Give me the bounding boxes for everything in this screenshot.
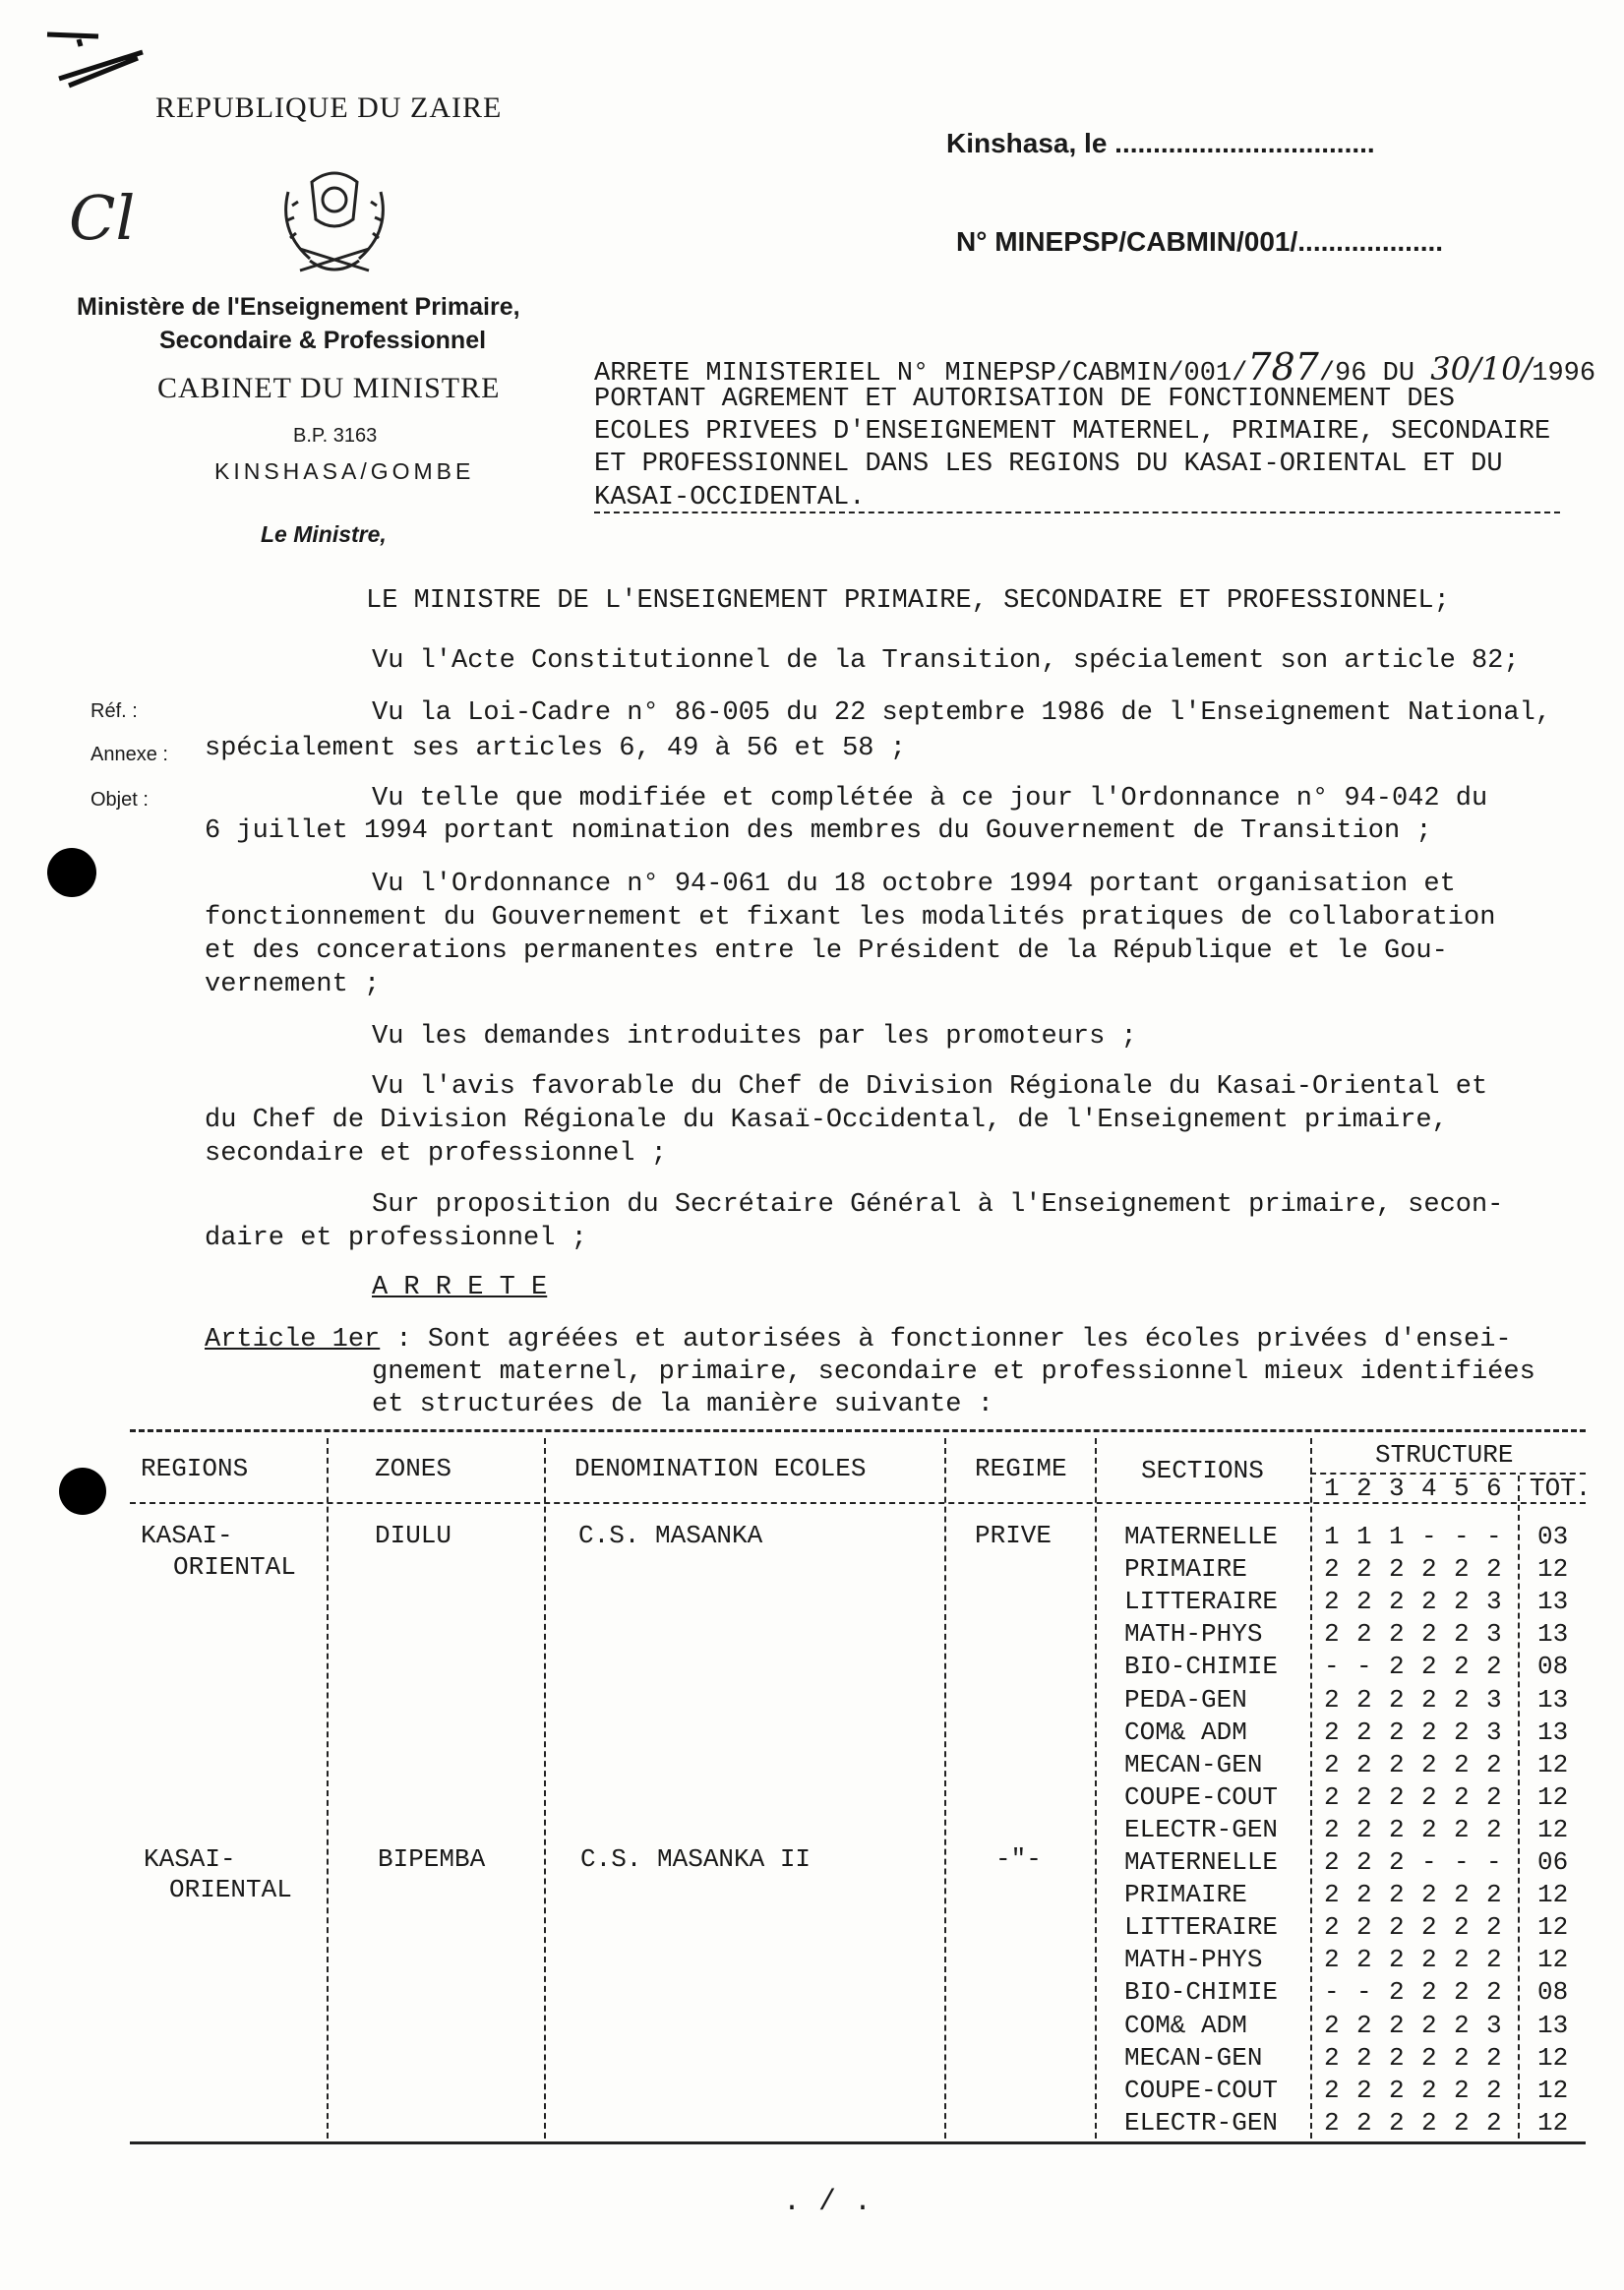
section-total: 12 xyxy=(1537,2042,1569,2073)
year-count: 2 xyxy=(1356,2010,1372,2040)
vu-line-2b: spécialement ses articles 6, 49 à 56 et 58 ; xyxy=(205,734,906,763)
year-count: 2 xyxy=(1486,1880,1502,1910)
section-name: BIO-CHIMIE xyxy=(1124,1977,1279,2008)
school-2-region-line-1: KASAI- xyxy=(144,1844,236,1874)
section-name: LITTERAIRE xyxy=(1124,1912,1279,1943)
proposition-line-b: daire et professionnel ; xyxy=(205,1224,587,1253)
year-count: 2 xyxy=(1486,2107,1502,2138)
vu-line-4d: vernement ; xyxy=(205,970,381,999)
year-count: 2 xyxy=(1454,1587,1470,1617)
year-count: 2 xyxy=(1324,1781,1340,1812)
year-count: 2 xyxy=(1324,1619,1340,1650)
year-count: - xyxy=(1454,1847,1470,1877)
header-regime: REGIME xyxy=(975,1454,1067,1483)
article-1-line-b: gnement maternel, primaire, secondaire et professionnel mieux identifiées xyxy=(372,1357,1535,1387)
section-name: ELECTR-GEN xyxy=(1124,1814,1279,1844)
country-name: REPUBLIQUE DU ZAIRE xyxy=(155,91,503,124)
year-count: 1 xyxy=(1389,1522,1405,1551)
decree-title-line-3: ECOLES PRIVEES D'ENSEIGNEMENT MATERNEL, PRIMAIRE, SECONDAIRE xyxy=(594,417,1551,447)
margin-label-annexe: Annexe : xyxy=(90,744,168,765)
year-count: 2 xyxy=(1421,2075,1437,2105)
school-1-region-line-1: KASAI- xyxy=(141,1521,233,1550)
year-count: 2 xyxy=(1454,1619,1470,1650)
header-year-1: 1 xyxy=(1324,1474,1340,1503)
header-denomination: DENOMINATION ECOLES xyxy=(574,1454,867,1483)
article-1-label: Article 1er xyxy=(205,1325,381,1355)
year-count: 2 xyxy=(1421,1781,1437,1812)
section-total: 12 xyxy=(1537,2107,1569,2138)
year-count: 2 xyxy=(1389,1749,1405,1779)
punch-hole xyxy=(59,1468,106,1515)
decree-title-line-4: ET PROFESSIONNEL DANS LES REGIONS DU KASAI-ORIENTAL ET DU xyxy=(594,450,1503,479)
year-count: 2 xyxy=(1421,1814,1437,1844)
year-count: 2 xyxy=(1454,1781,1470,1812)
column-divider xyxy=(1310,1438,1312,2139)
year-count: 2 xyxy=(1324,1749,1340,1779)
vu-line-6b: du Chef de Division Régionale du Kasaï-Occidental, de l'Enseignement primaire, xyxy=(205,1106,1448,1135)
ministry-line-2: Secondaire & Professionnel xyxy=(159,327,487,354)
section-name: COUPE-COUT xyxy=(1124,1781,1279,1812)
minister-preamble: LE MINISTRE DE L'ENSEIGNEMENT PRIMAIRE, SECONDAIRE ET PROFESSIONNEL; xyxy=(366,586,1450,616)
year-count: 2 xyxy=(1356,1587,1372,1617)
year-count: 2 xyxy=(1324,2042,1340,2073)
section-name: MATH-PHYS xyxy=(1124,1945,1263,1975)
vu-line-3a: Vu telle que modifiée et complétée à ce jour l'Ordonnance n° 94-042 du xyxy=(372,784,1488,814)
year-count: 1 xyxy=(1356,1522,1372,1551)
year-count: 2 xyxy=(1389,1977,1405,2008)
year-count: 2 xyxy=(1486,1652,1502,1682)
year-count: 2 xyxy=(1356,1619,1372,1650)
year-count: - xyxy=(1454,1522,1470,1551)
year-count: 2 xyxy=(1421,1717,1437,1747)
year-count: - xyxy=(1324,1977,1340,2008)
year-count: 2 xyxy=(1389,2075,1405,2105)
coat-of-arms-icon xyxy=(271,162,398,280)
year-count: 2 xyxy=(1486,1554,1502,1585)
section-total: 08 xyxy=(1537,1652,1569,1682)
year-count: 2 xyxy=(1486,2075,1502,2105)
year-count: 2 xyxy=(1454,2075,1470,2105)
section-total: 12 xyxy=(1537,2075,1569,2105)
year-count: 2 xyxy=(1421,2107,1437,2138)
section-total: 12 xyxy=(1537,1781,1569,1812)
table-top-rule xyxy=(130,1429,1586,1432)
year-count: 2 xyxy=(1421,1684,1437,1715)
header-year-2: 2 xyxy=(1356,1474,1372,1503)
vu-line-1: Vu l'Acte Constitutionnel de la Transition, spécialement son article 82; xyxy=(372,646,1520,676)
section-name: LITTERAIRE xyxy=(1124,1587,1279,1617)
vu-line-5: Vu les demandes introduites par les promoteurs ; xyxy=(372,1022,1137,1052)
year-count: 2 xyxy=(1356,1880,1372,1910)
signatory-label: Le Ministre, xyxy=(261,521,387,547)
year-count: 2 xyxy=(1454,1749,1470,1779)
year-count: 2 xyxy=(1324,1847,1340,1877)
vu-line-2a: Vu la Loi-Cadre n° 86-005 du 22 septembre 1986 de l'Enseignement National, xyxy=(372,698,1551,728)
year-count: 2 xyxy=(1454,2107,1470,2138)
header-year-5: 5 xyxy=(1454,1474,1470,1503)
margin-label-ref: Réf. : xyxy=(90,700,138,722)
section-name: MECAN-GEN xyxy=(1124,1749,1263,1779)
year-count: 2 xyxy=(1356,1781,1372,1812)
decree-title-line-2: PORTANT AGREMENT ET AUTORISATION DE FONCTIONNEMENT DES xyxy=(594,385,1455,414)
year-count: 2 xyxy=(1454,1945,1470,1975)
year-count: 2 xyxy=(1421,1619,1437,1650)
year-count: 2 xyxy=(1389,1717,1405,1747)
year-count: 2 xyxy=(1356,2075,1372,2105)
vu-line-3b: 6 juillet 1994 portant nomination des membres du Gouvernement de Transition ; xyxy=(205,816,1432,846)
decree-number-prefix: ARRETE MINISTERIEL N° MINEPSP/CABMIN/001/ xyxy=(594,359,1248,389)
section-total: 13 xyxy=(1537,1684,1569,1715)
school-2-zone: BIPEMBA xyxy=(378,1844,486,1874)
year-count: - xyxy=(1356,1652,1372,1682)
vu-line-6a: Vu l'avis favorable du Chef de Division Régionale du Kasai-Oriental et xyxy=(372,1072,1488,1102)
year-count: 3 xyxy=(1486,1619,1502,1650)
year-count: 2 xyxy=(1356,1814,1372,1844)
year-count: 3 xyxy=(1486,2010,1502,2040)
year-count: 2 xyxy=(1324,1684,1340,1715)
year-count: 2 xyxy=(1454,1554,1470,1585)
year-count: 1 xyxy=(1324,1522,1340,1551)
year-count: 2 xyxy=(1324,1814,1340,1844)
year-count: 2 xyxy=(1389,1847,1405,1877)
header-zones: ZONES xyxy=(375,1454,452,1483)
header-year-3: 3 xyxy=(1389,1474,1405,1503)
year-count: - xyxy=(1486,1847,1502,1877)
section-total: 13 xyxy=(1537,1717,1569,1747)
school-2-name: C.S. MASANKA II xyxy=(580,1844,812,1874)
section-total: 13 xyxy=(1537,1587,1569,1617)
year-count: 2 xyxy=(1389,1814,1405,1844)
column-divider xyxy=(944,1438,946,2139)
reference-number: N° MINEPSP/CABMIN/001/................... xyxy=(956,226,1444,257)
punch-hole xyxy=(47,848,96,897)
section-name: MATERNELLE xyxy=(1124,1847,1279,1877)
year-count: 2 xyxy=(1421,1912,1437,1943)
year-count: 2 xyxy=(1389,1619,1405,1650)
header-year-6: 6 xyxy=(1486,1474,1502,1503)
year-count: 2 xyxy=(1389,1587,1405,1617)
year-count: 2 xyxy=(1486,2042,1502,2073)
section-total: 12 xyxy=(1537,1554,1569,1585)
section-name: ELECTR-GEN xyxy=(1124,2107,1279,2138)
year-count: 2 xyxy=(1356,2042,1372,2073)
proposition-line-a: Sur proposition du Secrétaire Général à l'Enseignement primaire, secon- xyxy=(372,1190,1504,1220)
year-count: 2 xyxy=(1421,1977,1437,2008)
section-name: MECAN-GEN xyxy=(1124,2042,1263,2073)
year-count: 2 xyxy=(1324,1554,1340,1585)
year-count: 2 xyxy=(1324,1880,1340,1910)
year-count: 2 xyxy=(1486,1912,1502,1943)
section-name: PRIMAIRE xyxy=(1124,1554,1247,1585)
year-count: 2 xyxy=(1356,1717,1372,1747)
header-total: TOT. xyxy=(1530,1474,1592,1503)
year-count: 2 xyxy=(1324,1717,1340,1747)
year-count: 2 xyxy=(1389,1554,1405,1585)
year-count: - xyxy=(1421,1522,1437,1551)
decree-title-line-5: KASAI-OCCIDENTAL. xyxy=(594,483,866,512)
school-2-regime: -"- xyxy=(995,1844,1042,1874)
corner-scribble-icon xyxy=(39,25,157,93)
section-name: BIO-CHIMIE xyxy=(1124,1652,1279,1682)
column-divider xyxy=(544,1438,546,2139)
year-count: 2 xyxy=(1486,1749,1502,1779)
article-1-line-c: et structurées de la manière suivante : xyxy=(372,1390,993,1419)
year-count: 2 xyxy=(1486,1814,1502,1844)
header-year-4: 4 xyxy=(1421,1474,1437,1503)
school-1-region-line-2: ORIENTAL xyxy=(173,1552,296,1582)
year-count: 2 xyxy=(1454,1912,1470,1943)
page-continuation-mark: . / . xyxy=(783,2186,872,2219)
year-count: 2 xyxy=(1454,1814,1470,1844)
header-structure: STRUCTURE xyxy=(1375,1440,1514,1470)
school-1-regime: PRIVE xyxy=(975,1521,1053,1550)
year-count: - xyxy=(1356,1977,1372,2008)
article-1-line-a xyxy=(205,1323,1512,1356)
column-divider xyxy=(1095,1438,1097,2139)
year-count: 2 xyxy=(1389,1781,1405,1812)
year-count: - xyxy=(1486,1522,1502,1551)
section-name: PEDA-GEN xyxy=(1124,1684,1247,1715)
section-total: 13 xyxy=(1537,2010,1569,2040)
year-count: 2 xyxy=(1421,1880,1437,1910)
decree-date-handwritten: 30/10/ xyxy=(1430,350,1533,388)
ministry-line-1: Ministère de l'Enseignement Primaire, xyxy=(77,293,520,321)
year-count: 2 xyxy=(1389,1945,1405,1975)
section-name: MATERNELLE xyxy=(1124,1522,1279,1551)
decree-year: 1996 xyxy=(1532,359,1596,389)
margin-note: Cl xyxy=(69,182,136,254)
year-count: 2 xyxy=(1389,2010,1405,2040)
year-count: 2 xyxy=(1486,1781,1502,1812)
arrete-heading: A R R E T E xyxy=(372,1273,548,1302)
decree-number-handwritten: 787 xyxy=(1247,345,1319,389)
year-count: - xyxy=(1421,1847,1437,1877)
year-count: 2 xyxy=(1356,1684,1372,1715)
header-sections: SECTIONS xyxy=(1141,1456,1264,1485)
section-total: 13 xyxy=(1537,1619,1569,1650)
year-count: 2 xyxy=(1421,2010,1437,2040)
vu-line-4a: Vu l'Ordonnance n° 94-061 du 18 octobre 1994 portant organisation et xyxy=(372,870,1456,899)
section-name: PRIMAIRE xyxy=(1124,1880,1247,1910)
year-count: 2 xyxy=(1486,1977,1502,2008)
postal-box: B.P. 3163 xyxy=(293,425,378,447)
section-name: COUPE-COUT xyxy=(1124,2075,1279,2105)
year-count: 2 xyxy=(1454,1717,1470,1747)
decree-number-mid: /96 DU xyxy=(1318,359,1431,389)
year-count: 3 xyxy=(1486,1717,1502,1747)
section-total: 06 xyxy=(1537,1847,1569,1877)
year-count: 2 xyxy=(1324,1945,1340,1975)
year-count: 2 xyxy=(1421,1652,1437,1682)
year-count: 2 xyxy=(1486,1945,1502,1975)
section-total: 12 xyxy=(1537,1880,1569,1910)
school-2-region-line-2: ORIENTAL xyxy=(169,1875,292,1904)
year-count: 2 xyxy=(1389,1652,1405,1682)
margin-label-objet: Objet : xyxy=(90,789,149,811)
section-name: MATH-PHYS xyxy=(1124,1619,1263,1650)
section-total: 12 xyxy=(1537,1912,1569,1943)
year-count: 2 xyxy=(1356,1554,1372,1585)
title-underline xyxy=(594,512,1560,513)
year-count: 2 xyxy=(1454,2042,1470,2073)
year-count: 2 xyxy=(1356,1945,1372,1975)
city-label: KINSHASA/GOMBE xyxy=(214,458,475,484)
header-regions: REGIONS xyxy=(141,1454,249,1483)
year-count: 2 xyxy=(1356,1749,1372,1779)
section-total: 03 xyxy=(1537,1522,1569,1551)
column-divider xyxy=(327,1438,329,2139)
year-count: 3 xyxy=(1486,1587,1502,1617)
year-count: 2 xyxy=(1421,2042,1437,2073)
section-total: 12 xyxy=(1537,1814,1569,1844)
year-count: 2 xyxy=(1389,2042,1405,2073)
year-count: 2 xyxy=(1324,2075,1340,2105)
year-count: 2 xyxy=(1454,2010,1470,2040)
vu-line-4b: fonctionnement du Gouvernement et fixant les modalités pratiques de collaboration xyxy=(205,903,1496,933)
year-count: 2 xyxy=(1389,1684,1405,1715)
year-count: 3 xyxy=(1486,1684,1502,1715)
year-count: 2 xyxy=(1324,2107,1340,2138)
year-count: 2 xyxy=(1421,1554,1437,1585)
year-count: 2 xyxy=(1454,1684,1470,1715)
year-count: 2 xyxy=(1454,1880,1470,1910)
vu-line-4c: et des concerations permanentes entre le Président de la République et le Gou- xyxy=(205,936,1448,966)
column-divider xyxy=(1518,1476,1520,2139)
school-1-name: C.S. MASANKA xyxy=(578,1521,763,1550)
year-count: 2 xyxy=(1421,1587,1437,1617)
year-count: 2 xyxy=(1356,1912,1372,1943)
place-date: Kinshasa, le .................................. xyxy=(946,128,1375,158)
year-count: - xyxy=(1324,1652,1340,1682)
section-total: 12 xyxy=(1537,1749,1569,1779)
year-count: 2 xyxy=(1389,1880,1405,1910)
section-total: 12 xyxy=(1537,1945,1569,1975)
section-name: COM& ADM xyxy=(1124,1717,1247,1747)
year-count: 2 xyxy=(1389,1912,1405,1943)
year-count: 2 xyxy=(1324,2010,1340,2040)
table-bottom-rule xyxy=(130,2141,1586,2144)
section-name: COM& ADM xyxy=(1124,2010,1247,2040)
article-1-text: : Sont agréées et autorisées à fonctionner les écoles privées d'ensei- xyxy=(380,1325,1512,1355)
year-count: 2 xyxy=(1421,1749,1437,1779)
year-count: 2 xyxy=(1324,1912,1340,1943)
year-count: 2 xyxy=(1389,2107,1405,2138)
school-1-zone: DIULU xyxy=(375,1521,452,1550)
section-total: 08 xyxy=(1537,1977,1569,2008)
year-count: 2 xyxy=(1356,2107,1372,2138)
vu-line-6c: secondaire et professionnel ; xyxy=(205,1139,667,1169)
year-count: 2 xyxy=(1454,1652,1470,1682)
year-count: 2 xyxy=(1356,1847,1372,1877)
year-count: 2 xyxy=(1324,1587,1340,1617)
year-count: 2 xyxy=(1454,1977,1470,2008)
year-count: 2 xyxy=(1421,1945,1437,1975)
cabinet-label: CABINET DU MINISTRE xyxy=(157,372,501,404)
